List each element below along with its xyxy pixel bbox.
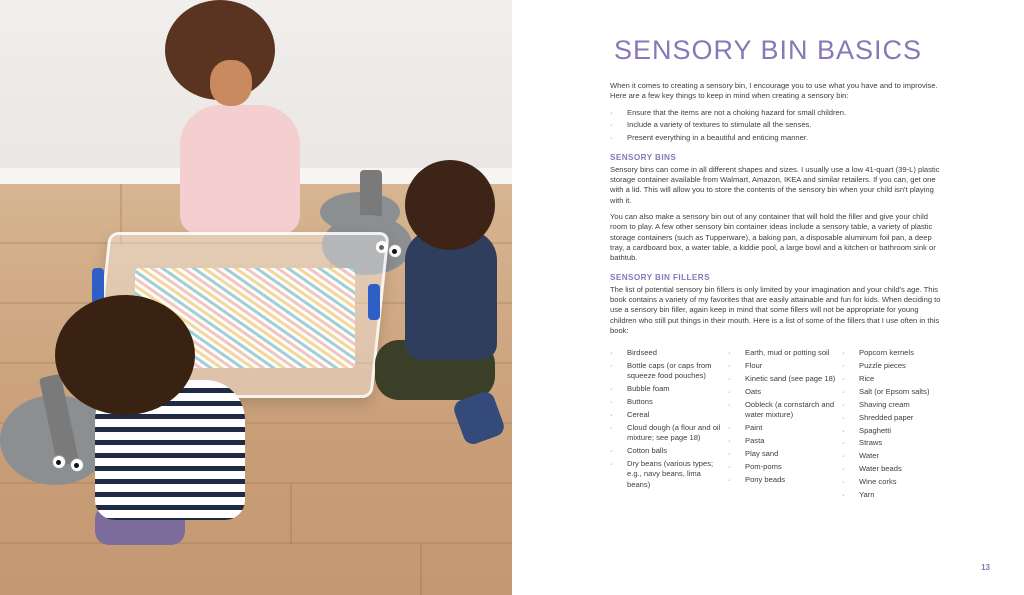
list-item: · Oobleck (a cornstarch and water mixture) — [728, 400, 836, 421]
list-item: · Water — [842, 451, 946, 461]
list-item: · Ensure that the items are not a choking hazard for small children. — [610, 108, 945, 118]
list-item: · Yarn — [842, 490, 946, 500]
list-item: · Buttons — [610, 397, 722, 407]
googly-eye — [52, 455, 66, 469]
fillers-list — [610, 348, 945, 508]
list-item: · Bubble foam — [610, 384, 722, 394]
list-item: · Rice — [842, 374, 946, 384]
list-item: · Oats — [728, 387, 836, 397]
list-item: · Cereal — [610, 410, 722, 420]
section-heading-sensory-bin-fillers: SENSORY BIN FILLERS — [610, 273, 710, 283]
page-body — [610, 81, 945, 508]
page-title: SENSORY BIN BASICS — [613, 35, 923, 65]
page-number: 13 — [981, 563, 990, 572]
list-item: · Bottle caps (or caps from squeeze food pouches) — [610, 361, 722, 382]
list-item: · Cloud dough (a flour and oil mixture; see page 18) — [610, 423, 722, 444]
text-page — [512, 0, 1024, 595]
list-item: · Puzzle pieces — [842, 361, 946, 371]
list-item: · Kinetic sand (see page 18) — [728, 374, 836, 384]
list-item: · Pom-poms — [728, 462, 836, 472]
list-item: · Play sand — [728, 449, 836, 459]
intro-paragraph: When it comes to creating a sensory bin, I encourage you to use what you have and to improvise. Here are a few key things to keep in mind when creating a sensory bin: — [610, 81, 938, 101]
list-item: · Earth, mud or potting soil — [728, 348, 836, 358]
list-item: · Salt (or Epsom salts) — [842, 387, 946, 397]
fillers-column-1 — [610, 348, 722, 508]
list-item: · Shredded paper — [842, 413, 946, 423]
list-item: · Paint — [728, 423, 836, 433]
list-item: · Birdseed — [610, 348, 722, 358]
list-item: · Spaghetti — [842, 426, 946, 436]
paragraph: You can also make a sensory bin out of any container that will hold the filler and give your child room to play. A few other sensory bin container ideas include a sensory table, a variety of plastic storage containers (such as Tupperware), a baking pan, a disposable aluminum foil pan, a deep tray, a cardboard box, a water table, a kiddie pool, a large bowl and a kitchen or bathroom sink or bathtub. — [610, 211, 936, 263]
list-item: · Water beads — [842, 464, 946, 474]
list-item: · Cotton balls — [610, 446, 722, 456]
section-heading-sensory-bins: SENSORY BINS — [610, 153, 677, 163]
child-hair — [405, 160, 495, 250]
list-item: · Dry beans (various types; e.g., navy beans, lima beans) — [610, 459, 722, 490]
paragraph: The list of potential sensory bin fillers is only limited by your imagination and your child's age. This book contains a variety of my favorites that are easily attainable and fun for kids. When deciding to use a sensory bin filler, again keep in mind that some fillers will not be appropriate for young children who still put things in their mouth. Here is a list of some of the fillers that I use often in this book: — [610, 284, 941, 335]
googly-eye — [70, 458, 84, 472]
child-face — [210, 60, 252, 106]
list-item: · Pony beads — [728, 475, 836, 485]
list-item: · Flour — [728, 361, 836, 371]
list-item: · Include a variety of textures to stimulate all the senses. — [610, 120, 945, 130]
list-item: · Pasta — [728, 436, 836, 446]
bin-handle — [368, 284, 380, 320]
list-item: · Popcorn kernels — [842, 348, 946, 358]
child-hair — [55, 295, 195, 415]
googly-eye — [388, 244, 402, 258]
list-item: · Wine corks — [842, 477, 946, 487]
fillers-column-3 — [842, 348, 946, 508]
key-points-list — [610, 108, 945, 144]
child-pink-dress — [180, 105, 300, 235]
list-item: · Straws — [842, 438, 946, 448]
fillers-column-2 — [728, 348, 836, 508]
paragraph: Sensory bins can come in all different shapes and sizes. I usually use a low 41-quart (39-L) plastic storage container available from Walmart, Amazon, IKEA and similar retailers. If you can, get one with a lid. This will allow you to store the contents of the sensory bin when your child isn't playing with it. — [610, 164, 940, 205]
list-item: · Present everything in a beautiful and enticing manner. — [610, 133, 945, 143]
floor-seam — [420, 544, 422, 595]
floor-seam — [290, 484, 292, 544]
list-item: · Shaving cream — [842, 400, 946, 410]
